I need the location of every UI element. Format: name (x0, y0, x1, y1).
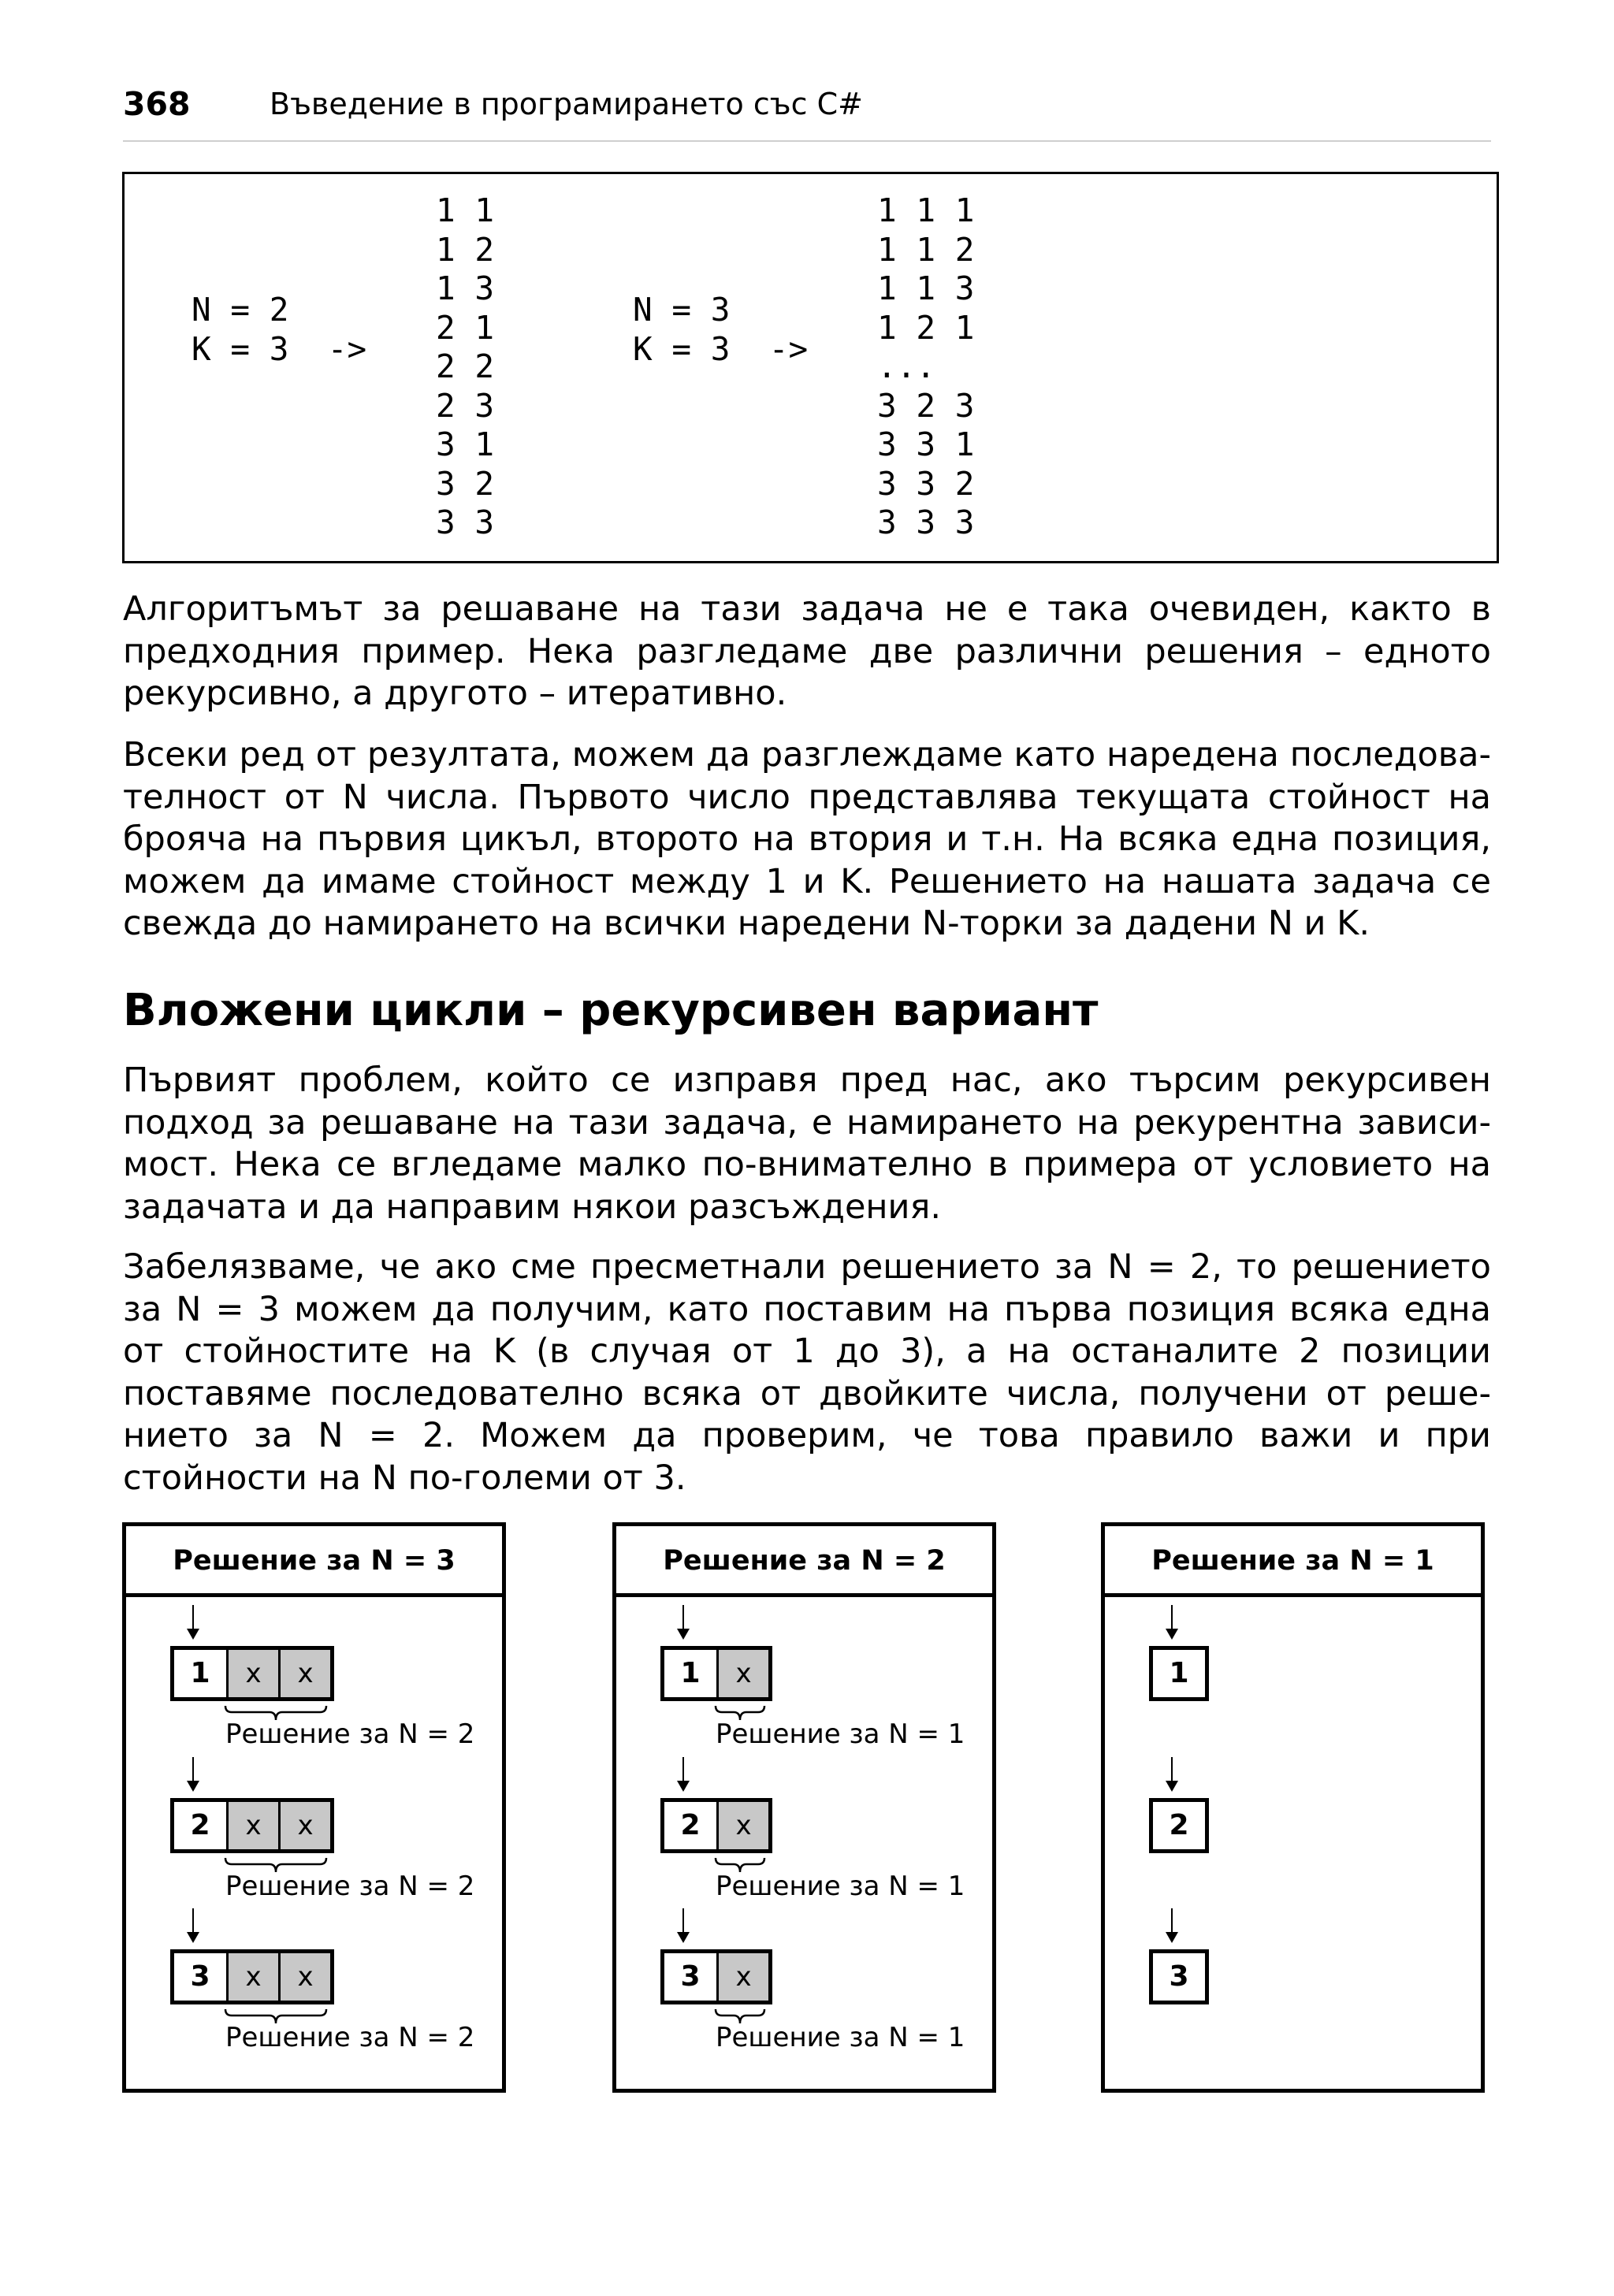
down-arrow-icon (682, 1757, 684, 1790)
tuple-cells (660, 1646, 772, 1701)
tuple-cells (660, 1949, 772, 2004)
down-arrow-icon (1171, 1605, 1173, 1638)
diagram-row (1105, 1908, 1481, 2042)
sub-solution-label: Решение за N = 1 (716, 1871, 965, 1902)
first-position-cell: 1 (1153, 1650, 1205, 1697)
first-position-cell: 3 (174, 1953, 226, 2001)
tuple-cells (170, 1646, 334, 1701)
sub-solution-cell: x (278, 1953, 330, 2001)
diagram-row (126, 1908, 502, 2053)
tuple-cells (1149, 1798, 1209, 1853)
section-heading: Вложени цикли – рекурсивен вариант (123, 985, 1099, 1036)
sub-solution-cell: x (226, 1802, 278, 1849)
down-arrow-icon (682, 1605, 684, 1638)
sub-solution-cell: x (226, 1650, 278, 1697)
diagram-row (1105, 1757, 1481, 1891)
down-arrow-icon (1171, 1757, 1173, 1790)
diagram-row (616, 1605, 992, 1750)
first-position-cell: 1 (664, 1650, 716, 1697)
sub-solution-cell: x (278, 1650, 330, 1697)
sub-solution-cell: x (226, 1953, 278, 2001)
diagram-row (126, 1757, 502, 1902)
diagram-row (1105, 1605, 1481, 1739)
tuple-cells (660, 1798, 772, 1853)
diagram-solution-2 (612, 1522, 996, 2093)
left-params: N = 2 K = 3 -> (192, 291, 367, 368)
right-output: 1 1 1 1 1 2 1 1 3 1 2 1 ... 3 2 3 3 3 1 3 3 2 3 3 3 (877, 191, 975, 541)
diagram-title: Решение за N = 3 (126, 1526, 502, 1597)
tuple-cells (1149, 1646, 1209, 1701)
down-arrow-icon (682, 1908, 684, 1941)
book-title: Въведение в програмирането със C# (270, 87, 863, 121)
tuple-cells (170, 1798, 334, 1853)
sub-solution-label: Решение за N = 2 (225, 2022, 475, 2053)
code-example-box (122, 172, 1499, 563)
diagram-row (616, 1757, 992, 1902)
down-arrow-icon (192, 1757, 194, 1790)
down-arrow-icon (192, 1605, 194, 1638)
first-position-cell: 1 (174, 1650, 226, 1697)
right-params: N = 3 K = 3 -> (633, 291, 809, 368)
tuple-cells (1149, 1949, 1209, 2004)
first-position-cell: 3 (664, 1953, 716, 2001)
first-position-cell: 2 (1153, 1802, 1205, 1849)
first-position-cell: 2 (174, 1802, 226, 1849)
tuple-cells (170, 1949, 334, 2004)
sub-solution-label: Решение за N = 2 (225, 1871, 475, 1902)
first-position-cell: 2 (664, 1802, 716, 1849)
sub-solution-cell: x (278, 1802, 330, 1849)
sub-solution-label: Решение за N = 1 (716, 2022, 965, 2053)
diagram-title: Решение за N = 2 (616, 1526, 992, 1597)
diagram-solution-1 (122, 1522, 506, 2093)
left-output: 1 1 1 2 1 3 2 1 2 2 2 3 3 1 3 2 3 3 (436, 191, 495, 541)
page-number: 368 (123, 85, 191, 123)
sub-solution-cell: x (716, 1650, 768, 1697)
diagram-row (126, 1605, 502, 1750)
diagram-row (616, 1908, 992, 2053)
sub-solution-label: Решение за N = 2 (225, 1718, 475, 1750)
paragraph-4: Забелязваме, че ако сме пресметнали решението за N = 2, то решението за N = 3 можем да получим, като поставим на първа позиция всяка една от стойностите на K (в случая от 1 до 3), а на останалите 2 позиции поставяме последователно всяка от двойките числа, получени от решението за N = 2. Можем да проверим, че това правило важи и при стойности на N по-големи от 3. (123, 1247, 1491, 1498)
sub-solution-label: Решение за N = 1 (716, 1718, 965, 1750)
paragraph-1: Алгоритъмът за решаване на тази задача не е така очевиден, както в предходния пример. Нека разгледаме две различни решения – едното рекурсивно, а другото – итеративно. (123, 589, 1491, 713)
down-arrow-icon (1171, 1908, 1173, 1941)
page-header (123, 79, 1491, 142)
diagram-solution-3 (1101, 1522, 1485, 2093)
sub-solution-cell: x (716, 1953, 768, 2001)
sub-solution-cell: x (716, 1802, 768, 1849)
paragraph-3: Първият проблем, който се изправя пред нас, ако търсим рекурсивен подход за решаване на тази задача, е намирането на рекурентна зависимост. Нека се вгледаме малко по-внимателно в примера от условието на задачата и да направим някои разсъждения. (123, 1061, 1491, 1227)
first-position-cell: 3 (1153, 1953, 1205, 2001)
down-arrow-icon (192, 1908, 194, 1941)
diagram-title: Решение за N = 1 (1105, 1526, 1481, 1597)
paragraph-2: Всеки ред от резултата, можем да разглеждаме като наредена последователност от N числа. Първото число представлява текущата стойност на брояча на първия цикъл, второто на втория и т.н. На всяка една позиция, можем да имаме стойност между 1 и K. Решението на нашата задача се свежда до намирането на всички наредени N-торки за дадени N и K. (123, 735, 1491, 943)
